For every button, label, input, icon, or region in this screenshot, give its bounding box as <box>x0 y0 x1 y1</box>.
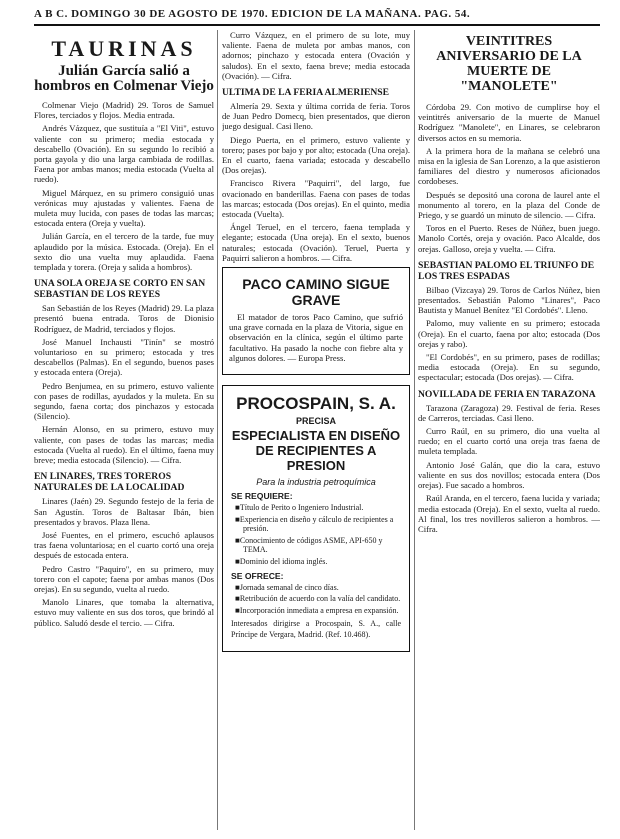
column-3 <box>418 30 600 830</box>
article-paragraph: Almería 29. Sexta y última corrida de feria. Toros de Juan Pedro Domecq, bien presentados, que dieron juego desigual. Casi lleno. <box>222 101 410 132</box>
ad-requirement: ■ Dominio del idioma inglés. <box>243 557 401 567</box>
article-paragraph: Pedro Benjumea, en su primero, estuvo valiente con pases de rodillas, ayudados y la muleta. En su segundo, faena corta; dos pinchazos y estocada (Silencio). <box>34 380 214 422</box>
ad-requirement: ■ Título de Perito o Ingeniero Industrial. <box>243 503 401 513</box>
ad-offer: ■ Jornada semanal de cinco días. <box>243 583 401 593</box>
article-paragraph: Ángel Teruel, en el tercero, faena templada y elegante; estocada (Una oreja). En el sexto, buenos naturales; estocada (Ovación). Teruel, Puerta y Paquirri salieron a hombros. — Cifra. <box>222 222 410 263</box>
article-paragraph: José Fuentes, en el primero, escuchó aplausos tras faena voluntariosa; en el cuarto cortó una oreja después de estocada entera. <box>34 529 214 561</box>
subhead-tarazona: NOVILLADA DE FERIA EN TARAZONA <box>418 388 596 400</box>
top-rule <box>34 24 600 26</box>
article-paragraph: Córdoba 29. Con motivo de cumplirse hoy el veintitrés aniversario de la muerte de Manuel Rodríguez "Manolete", en Linares, se celebraron diversos actos en su memoria. <box>418 102 600 143</box>
article-paragraph: Curro Raúl, en su primero, dio una vuelta al ruedo; en el cuarto cortó una oreja tras faena de muleta templada. <box>418 426 600 457</box>
article-paragraph: Julián García, en el tercero de la tarde, fue muy aplaudido por la música. Estocada. (Oreja). En el sexto dio una vuelta muy aplaudida. Faena templada y torera. (Oreja y salida a hombros). <box>34 231 214 273</box>
article-paragraph: Pedro Castro "Paquiro", en su primero, muy torero con el capote; faena por ambas manos (Dos orejas). En su segundo, vuelta al ruedo. <box>34 563 214 594</box>
subhead-linares: EN LINARES, TRES TOREROS NATURALES DE LA LOCALIDAD <box>34 471 185 494</box>
article-paragraph: A la primera hora de la mañana se celebró una misa en la iglesia de San Lorenzo, a la que asistieron familiares del diestro y numerosos aficionados cordobeses. <box>418 145 600 187</box>
subhead-almeria: ULTIMA DE LA FERIA ALMERIENSE <box>222 87 390 99</box>
box-text: El matador de toros Paco Camino, que sufrió una grave cornada en la plaza de Vitoria, sigue en observación en la clínica, según el último parte facultativo. Ha pasado la noche con fiebre alta y algunos dolores. — Europa Press. <box>229 312 403 363</box>
subhead-palomo: SEBASTIAN PALOMO EL TRIUNFO DE LOS TRES ESPADAS <box>418 259 595 282</box>
section-kicker: TAURINAS <box>51 36 197 61</box>
article-paragraph: Después se depositó una corona de laurel ante el monumento al torero, en la plaza del Conde de Priego, y se guardó un minuto de silencio. — Cifra. <box>418 189 600 221</box>
ad-requirement: ■ Conocimiento de códigos ASME, API-650 y TEMA. <box>243 536 401 555</box>
headline-colmenar: Julián García salió a hombros en Colmenar Viejo <box>34 63 214 94</box>
box-title: PACO CAMINO SIGUE GRAVE <box>242 276 390 309</box>
article-paragraph: Raúl Aranda, en el tercero, faena lucida y variada; media estocada (Oreja). En el sexto, vuelta al ruedo. Al final, los tres novilleros salieron a hombros. — Cifra. <box>418 493 600 534</box>
article-paragraph: "El Cordobés", en su primero, pases de rodillas; media estocada (Oreja). En su segundo, espectacular; estocada (Dos orejas). — Cifra. <box>418 352 600 383</box>
subhead-san-sebastian: UNA SOLA OREJA SE CORTO EN SAN SEBASTIAN DE LOS REYES <box>34 278 206 301</box>
headline-manolete: VEINTITRES ANIVERSARIO DE LA MUERTE DE "MANOLETE" <box>436 34 582 94</box>
column-1 <box>34 30 214 830</box>
article-paragraph: Antonio José Galán, que dio la cara, estuvo valiente en sus dos novillos; estocada entera (Dos orejas). Fue sacado a hombros. <box>418 459 600 491</box>
column-rule-1 <box>217 30 218 830</box>
article-paragraph: Manolo Linares, que tomaba la alternativa, estuvo muy valiente en sus dos toros, que brindó al público. Saludó desde el tercio. — Cifra. <box>34 597 214 628</box>
column-rule-2 <box>414 30 415 830</box>
ad-headline: ESPECIALISTA EN DISEÑO DE RECIPIENTES A PRESION <box>231 428 401 474</box>
ad-company: PROCOSPAIN, S. A. <box>236 394 396 414</box>
ad-offer: ■ Retribución de acuerdo con la valía del candidato. <box>243 594 401 604</box>
article-paragraph: Diego Puerta, en el primero, estuvo valiente y torero; pases por bajo y por alto; estocada (Una oreja). En el cuarto, faena variada; estocada y descabello (Dos orejas). <box>222 134 410 176</box>
ad-precisa: PRECISA <box>295 416 336 427</box>
article-intro: Colmenar Viejo (Madrid) 29. Toros de Samuel Flores, terciados y flojos. Media entrada. <box>34 100 214 121</box>
job-advertisement <box>222 385 410 652</box>
boxed-news-camino <box>222 267 410 375</box>
article-paragraph: Toros en el Puerto. Reses de Núñez, buen juego. Manolo Cortés, oreja y ovación. Paco Alcalde, dos orejas. Galloso, oreja y vuelta. — Cifra. <box>418 223 600 254</box>
article-paragraph: Hernán Alonso, en su primero, estuvo muy valiente, con pases de todas las marcas; media estocada (Vuelta al ruedo). En el último, faena muy breve; media estocada (Silencio). — Cifra. <box>34 424 214 466</box>
article-paragraph: Tarazona (Zaragoza) 29. Festival de feria. Reses de Carreros, terciadas. Casi lleno. <box>418 402 600 423</box>
ad-requires-head: SE REQUIERE: <box>231 491 293 502</box>
ad-requirement: ■ Experiencia en diseño y cálculo de recipientes a presión. <box>243 515 401 534</box>
ad-offers-head: SE OFRECE: <box>231 570 284 581</box>
article-paragraph: José Manuel Inchausti "Tinín" se mostró voluntarioso en su primero; estocada y tres descabellos (Palmas). En el segundo, buenos pases y estocada entera (Oreja). <box>34 336 214 378</box>
ad-offer: ■ Incorporación inmediata a empresa en expansión. <box>243 606 401 616</box>
article-paragraph: Francisco Rivera "Paquirri", del largo, fue ovacionado en banderillas. Faena con pases de todas las marcas; estocada (Dos orejas). En el quinto, media estocada (Vuelta). <box>222 178 410 220</box>
ad-for-line: Para la industria petroquímica <box>256 477 376 488</box>
article-paragraph: Andrés Vázquez, que sustituía a "El Viti", estuvo valiente con su primero; media estocada y descabello (Ovación). En su segundo lo recibió a porta gayola y dio una larga cambiada de rodillas. Faena por ambas manos; media estocada (Vuelta al ruedo). <box>34 123 214 185</box>
article-paragraph: Bilbao (Vizcaya) 29. Toros de Carlos Núñez, bien presentados. Sebastián Palomo "Linares", Paco Bautista y Manuel Benítez "El Cordobés". Lleno. <box>418 284 600 316</box>
running-head: A B C. DOMINGO 30 DE AGOSTO DE 1970. EDICION DE LA MAÑANA. PAG. 54. <box>34 8 471 20</box>
article-paragraph: Linares (Jaén) 29. Segundo festejo de la feria de San Agustín. Toros de Baltasar Ibán, bien presentados y bravos. Plaza llena. <box>34 496 214 527</box>
article-paragraph: San Sebastián de los Reyes (Madrid) 29. La plaza presentó buena entrada. Toros de Dionisio Rodríguez, de Madrid, terciados y flojos. <box>34 303 214 334</box>
article-paragraph: Palomo, muy valiente en su primero; estocada (Oreja). En el cuarto, faena por alto; estocada (Dos orejas y rabo). <box>418 318 600 349</box>
article-paragraph: Curro Vázquez, en el primero de su lote, muy valiente. Faena de muleta por ambas manos, con adornos; pinchazo y estocada entera (Ovación y saludos). En el sexto, faena breve; media estocada (Ovación). — Cifra. <box>222 30 410 81</box>
ad-footer: Interesados dirigirse a Procospain, S. A., calle Príncipe de Vergara, Madrid. (Ref. 10.468). <box>231 619 401 639</box>
column-2 <box>222 30 410 830</box>
article-paragraph: Miguel Márquez, en su primero consiguió unas verónicas muy ajustadas y valientes. Faena de muleta muy lucida, con pases de todas las marcas; estocada entera (Oreja y vuelta). <box>34 187 214 229</box>
